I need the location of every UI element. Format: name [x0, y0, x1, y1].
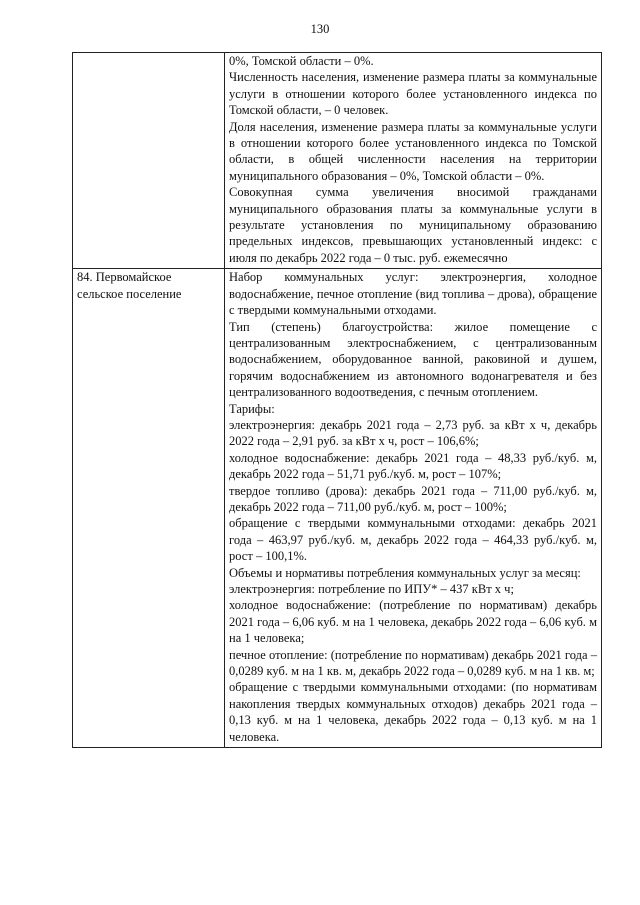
municipality-name-cell	[73, 53, 225, 269]
paragraph: холодное водоснабжение: (потребление по нормативам) декабрь 2021 года – 6,06 куб. м на 1 человека, декабрь 2022 года – 6,06 куб. м на 1 человека;	[229, 598, 597, 646]
paragraph: обращение с твердыми коммунальными отходами: декабрь 2021 года – 463,97 руб./куб. м, декабрь 2022 года – 464,33 руб./куб. м, рост – 100,1%.	[229, 516, 597, 564]
paragraph: Численность населения, изменение размера платы за коммунальные услуги в отношении которого более установленного индекса по Томской области, – 0 человек.	[229, 70, 597, 118]
paragraph: 0%, Томской области – 0%.	[229, 54, 374, 68]
paragraph: печное отопление: (потребление по нормативам) декабрь 2021 года – 0,0289 куб. м на 1 кв. м, декабрь 2022 года – 0,0289 куб. м на 1 кв. м;	[229, 647, 597, 679]
paragraph: твердое топливо (дрова): декабрь 2021 года – 711,00 руб./куб. м, декабрь 2022 года – 711,00 руб./куб. м, рост – 100%;	[229, 483, 597, 514]
municipality-name-cell: 84. Первомайское сельское поселение	[73, 269, 225, 748]
paragraph: электроэнергия: потребление по ИПУ* – 437 кВт х ч;	[229, 582, 514, 596]
table-row	[73, 53, 602, 269]
paragraph: Тарифы:	[229, 401, 275, 416]
description-cell	[225, 269, 602, 748]
paragraph: холодное водоснабжение: декабрь 2021 года – 48,33 руб./куб. м, декабрь 2022 года – 51,71 руб./куб. м, рост – 107%;	[229, 450, 597, 482]
paragraph: Доля населения, изменение размера платы за коммунальные услуги в отношении которого более установленного индекса по Томской области, в общей численности населения на территории муниципального образования – 0%, Томской области – 0%.	[229, 119, 597, 183]
table-row	[73, 269, 602, 748]
paragraph: Тип (степень) благоустройства: жилое помещение с централизованным электроснабжением, с централизованным водоснабжением, оборудованное ванной, раковиной и душем, горячим водоснабжением из автономного водонагревателя и без централизованного водоотведения, с печным отоплением.	[229, 319, 597, 400]
description-cell	[225, 53, 602, 269]
paragraph: электроэнергия: декабрь 2021 года – 2,73 руб. за кВт х ч, декабрь 2022 года – 2,91 руб. за кВт х ч, рост – 106,6%;	[229, 417, 597, 449]
paragraph: Набор коммунальных услуг: электроэнергия, холодное водоснабжение, печное отопление (вид топлива – дрова), обращение с твердыми коммунальными отходами.	[229, 270, 597, 318]
page-number: 130	[310, 22, 330, 36]
municipality-table	[72, 52, 602, 748]
paragraph: Совокупная сумма увеличения вносимой гражданами муниципального образования платы за коммунальные услуги в результате установления по муниципальному образованию предельных индексов, превышающих установленный индекс: с июля по декабрь 2022 года – 0 тыс. руб. ежемесячно	[229, 185, 597, 265]
paragraph: обращение с твердыми коммунальными отходами: (по нормативам накопления твердых коммунальных отходов) декабрь 2021 года – 0,13 куб. м на 1 человека, декабрь 2022 года – 0,13 куб. м на 1 человека.	[229, 680, 597, 744]
paragraph: Объемы и нормативы потребления коммунальных услуг за месяц:	[229, 565, 581, 580]
